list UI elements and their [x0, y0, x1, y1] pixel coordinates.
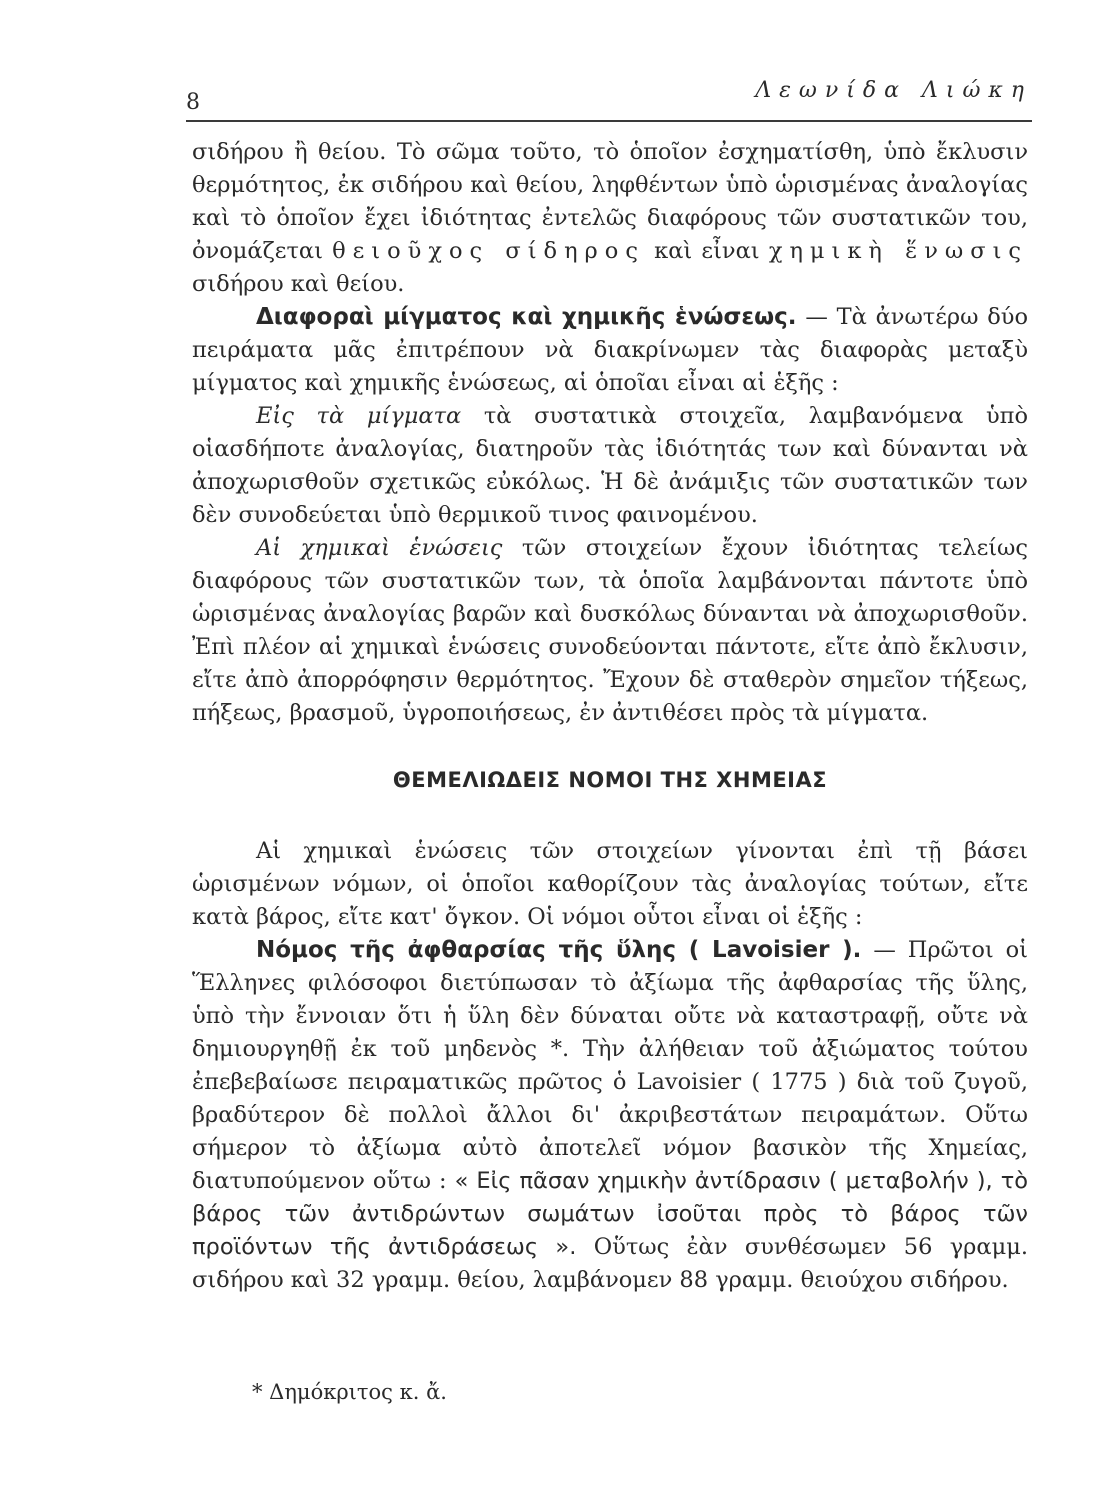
footnote: * Δημόκριτος κ. ἄ.	[252, 1380, 447, 1404]
heading-conservation-law: Νόμος τῆς ἀφθαρσίας τῆς ὕλης ( Lavoisier ).	[256, 937, 862, 963]
term-iron-sulfide: θειοῦχος σίδηρος	[332, 238, 645, 264]
term-chemical-compound: χημικὴ ἕνωσις	[768, 238, 1028, 264]
running-head: Λεωνίδα Λιώκη	[755, 78, 1032, 103]
law-statement: « Εἰς πᾶσαν χημικὴν ἀντίδρασιν ( μεταβολήν ), τὸ βάρος τῶν ἀντιδρώντων σωμάτων ἰσοῦται πρὸς τὸ βάρος τῶν προϊόντων τῆς ἀντιδράσεως ».	[192, 1168, 1029, 1260]
paragraph-1-text-b: καὶ εἶναι	[644, 238, 769, 264]
paragraph-1-text-c: σιδήρου καὶ θείου.	[192, 271, 405, 297]
emphasis-mixtures: Εἰς τὰ μίγματα	[256, 403, 462, 429]
paragraph-3-text: τὰ συστατικὰ στοιχεῖα, λαμβανόμενα ὑπὸ οἱασδήποτε ἀναλογίας, διατηροῦν τὰς ἰδιότητάς των καὶ δύνανται νὰ ἀποχωρισθοῦν σχετικῶς εὐκόλως. Ἡ δὲ ἀνάμιξις τῶν συστατικῶν των δὲν συνοδεύεται ὑπὸ θερμικοῦ τινος φαινομένου.	[192, 403, 1028, 528]
heading-mixture-vs-compound: Διαφοραὶ μίγματος καὶ χημικῆς ἑνώσεως.	[256, 304, 797, 330]
page-body	[192, 136, 1028, 1297]
paragraph-4	[192, 532, 1028, 730]
paragraph-6	[192, 934, 1028, 1297]
page-number: 8	[186, 90, 200, 115]
section-title: ΘΕΜΕΛΙΩΔΕΙΣ ΝΟΜΟΙ ΤΗΣ ΧΗΜΕΙΑΣ	[392, 768, 828, 792]
paragraph-3	[192, 400, 1028, 532]
paragraph-2	[192, 301, 1028, 400]
paragraph-1-text-a: σιδήρου ἢ θείου. Τὸ σῶμα τοῦτο, τὸ ὁποῖον ἐσχηματίσθη, ὑπὸ ἔκλυσιν θερμότητος, ἐκ σιδήρου καὶ θείου, ληφθέντων ὑπὸ ὡρισμένας ἀναλογίας καὶ τὸ ὁποῖον ἔχει ἰδιότητας ἐντελῶς διαφόρους τῶν συστατικῶν του, ὀνομάζεται	[192, 139, 1028, 264]
paragraph-6-end: Οὕτως ἐὰν συνθέσωμεν 56 γραμμ. σιδήρου καὶ 32 γραμμ. θείου, λαμβάνομεν 88 γραμμ. θειούχου σιδήρου.	[192, 1234, 1028, 1293]
emphasis-compounds: Αἱ χημικαὶ ἑνώσεις	[256, 535, 503, 561]
paragraph-1	[192, 136, 1028, 301]
page-header	[186, 76, 1032, 120]
paragraph-2-text: — Τὰ ἀνωτέρω δύο πειράματα μᾶς ἐπιτρέπουν νὰ διακρίνωμεν τὰς διαφορὰς μεταξὺ μίγματος καὶ χημικῆς ἑνώσεως, αἱ ὁποῖαι εἶναι αἱ ἑξῆς :	[192, 304, 1029, 396]
paragraph-5: Αἱ χημικαὶ ἑνώσεις τῶν στοιχείων γίνονται ἐπὶ τῇ βάσει ὡρισμένων νόμων, οἱ ὁποῖοι καθορίζουν τὰς ἀναλογίας τούτων, εἴτε κατὰ βάρος, εἴτε κατ' ὄγκον. Οἱ νόμοι οὗτοι εἶναι οἱ ἑξῆς :	[192, 838, 1028, 930]
header-rule	[186, 120, 1032, 122]
paragraph-6-text: — Πρῶτοι οἱ Ἕλληνες φιλόσοφοι διετύπωσαν τὸ ἀξίωμα τῆς ἀφθαρσίας τῆς ὕλης, ὑπὸ τὴν ἔννοιαν ὅτι ἡ ὕλη δὲν δύναται οὔτε νὰ καταστραφῇ, οὔτε νὰ δημιουργηθῇ ἐκ τοῦ μηδενὸς *. Τὴν ἀλήθειαν τοῦ ἀξιώματος τούτου ἐπεβεβαίωσε πειραματικῶς πρῶτος ὁ Lavoisier ( 1775 ) διὰ τοῦ ζυγοῦ, βραδύτερον δὲ πολλοὶ ἄλλοι δι' ἀκριβεστάτων πειραμάτων. Οὕτω σήμερον τὸ ἀξίωμα αὐτὸ ἀποτελεῖ νόμον βασικὸν τῆς Χημείας, διατυπούμενον οὕτω :	[192, 937, 1028, 1194]
paragraph-4-text: τῶν στοιχείων ἔχουν ἰδιότητας τελείως διαφόρους τῶν συστατικῶν των, τὰ ὁποῖα λαμβάνονται πάντοτε ὑπὸ ὡρισμένας ἀναλογίας βαρῶν καὶ δυσκόλως δύνανται νὰ ἀποχωρισθοῦν. Ἐπὶ πλέον αἱ χημικαὶ ἑνώσεις συνοδεύονται πάντοτε, εἴτε ἀπὸ ἔκλυσιν, εἴτε ἀπὸ ἀπορρόφησιν θερμότητος. Ἔχουν δὲ σταθερὸν σημεῖον τήξεως, πήξεως, βρασμοῦ, ὑγροποιήσεως, ἐν ἀντιθέσει πρὸς τὰ μίγματα.	[192, 535, 1028, 726]
